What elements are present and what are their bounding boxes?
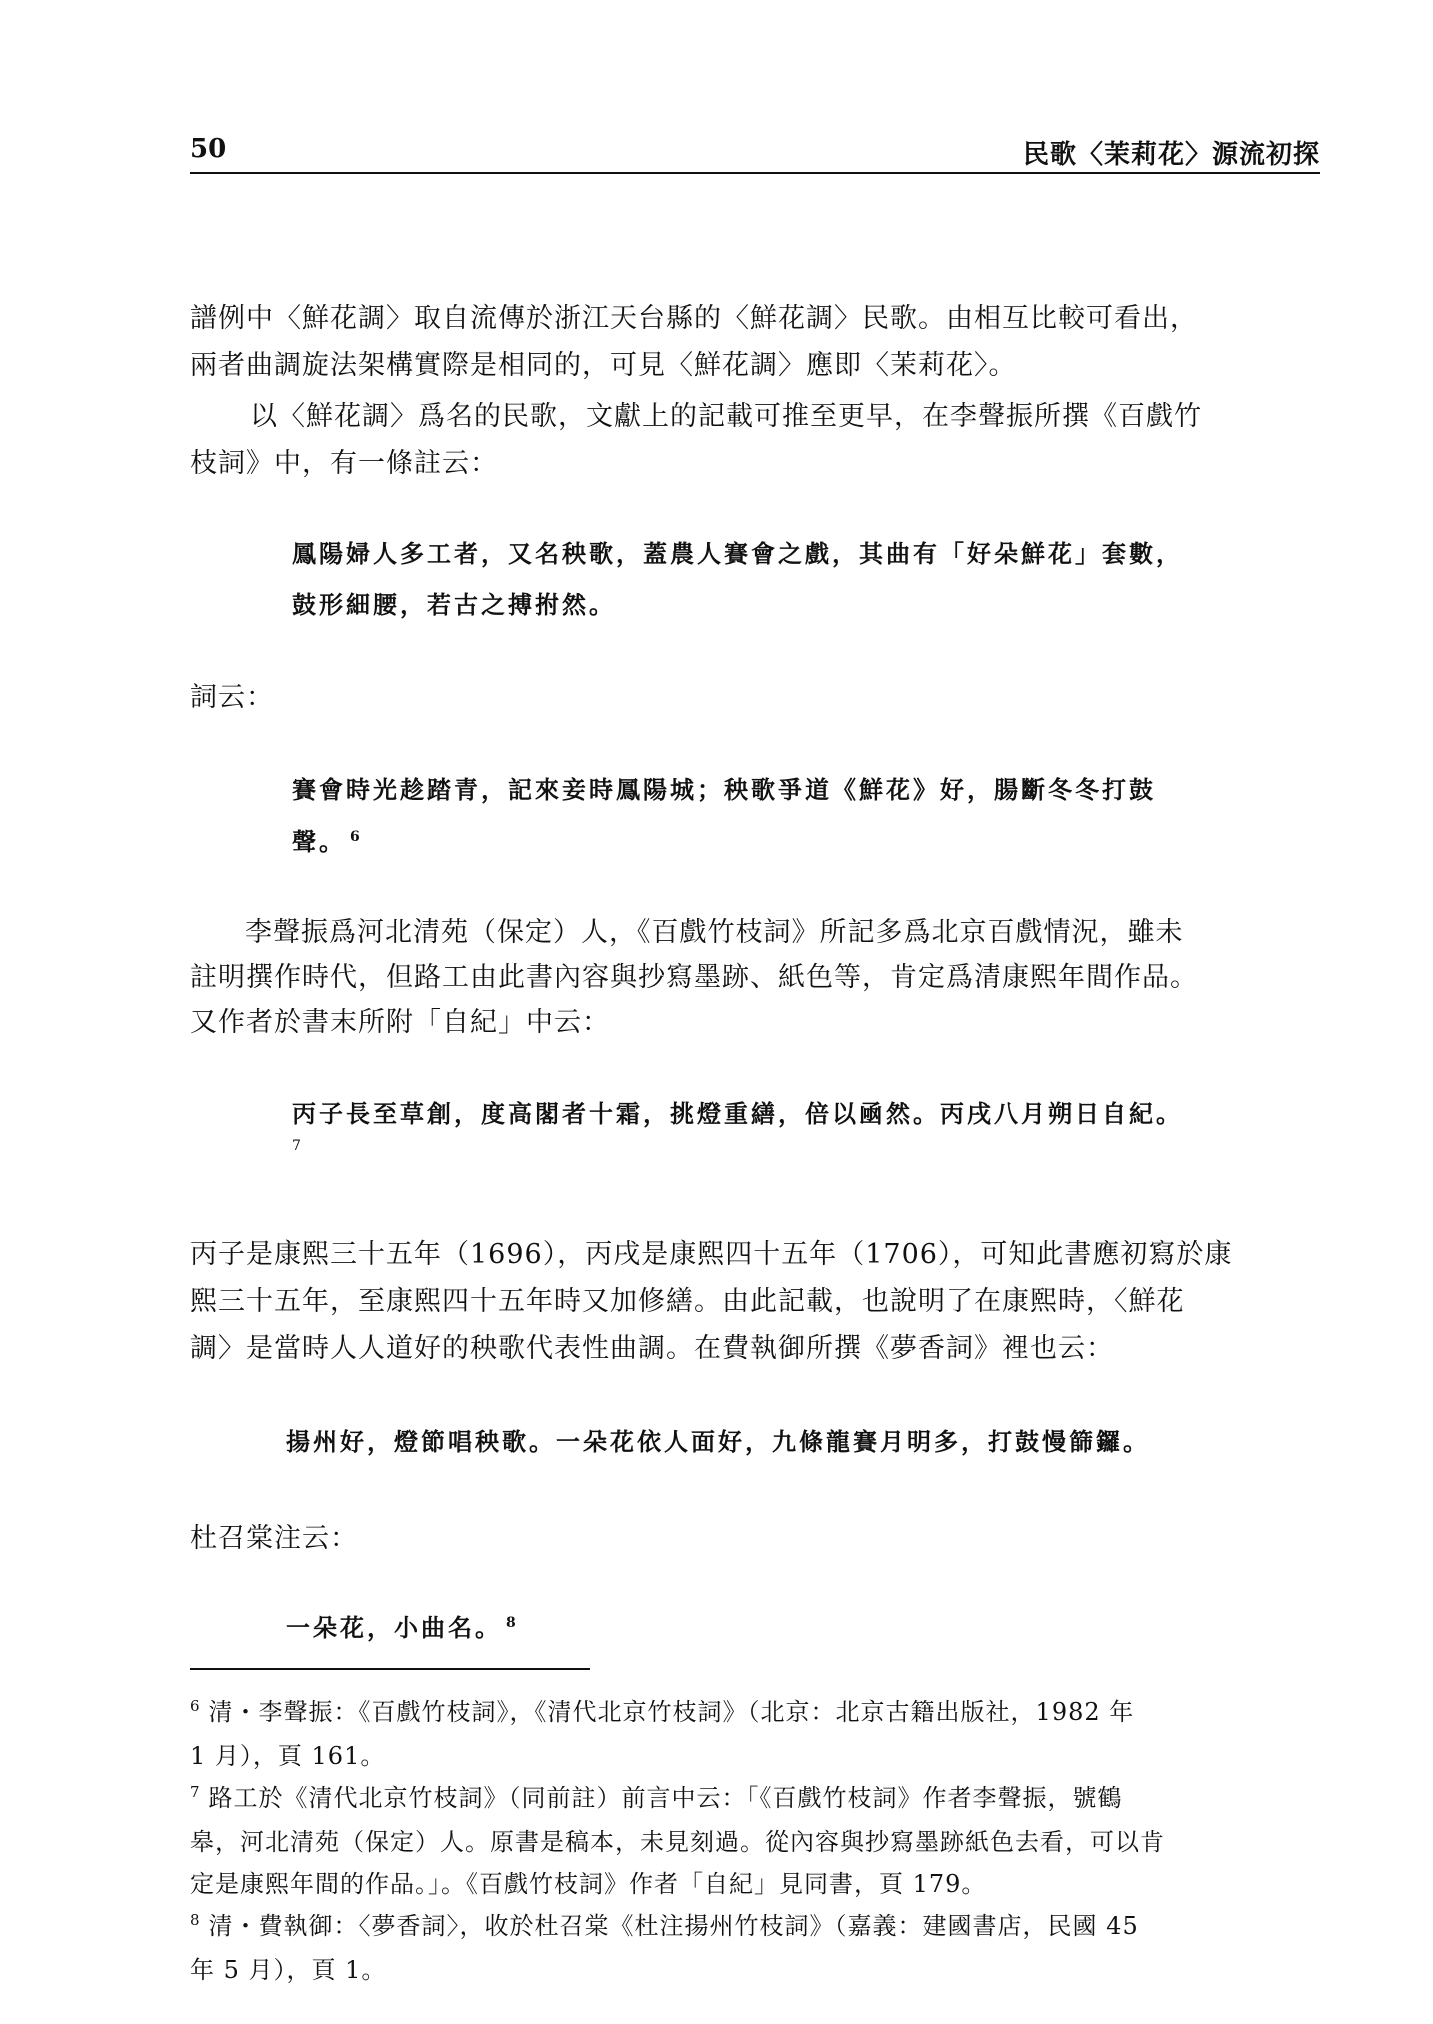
- block-quote-line: 賽會時光趁踏青，記來妾時鳳陽城；秧歌爭道《鮮花》好，腸斷冬冬打鼓: [292, 775, 1156, 804]
- page-header: [190, 130, 1320, 174]
- block-quote-line: 揚州好，燈節唱秧歌。一朵花依人面好，九條龍賽月明多，打鼓慢篩鑼。: [286, 1427, 1150, 1456]
- paragraph-line: 詞云：: [190, 682, 274, 713]
- footnote-number: 7: [190, 1783, 201, 1801]
- paragraph-line: 譜例中〈鮮花調〉取自流傳於浙江天台縣的〈鮮花調〉民歌。由相互比較可看出，: [190, 303, 1198, 334]
- footnote-ref: 6: [350, 829, 363, 845]
- footnote-text: 清・費執御：〈夢香詞〉，收於杜召棠《杜注揚州竹枝詞》（嘉義：建國書店，民國 45: [208, 1912, 1139, 1940]
- footnote-text: 路工於《清代北京竹枝詞》（同前註）前言中云：「《百戲竹枝詞》作者李聲振，號鶴: [208, 1784, 1123, 1812]
- footnote-8: [190, 1906, 1139, 1941]
- footnote-line: 定是康熙年間的作品。」。《百戲竹枝詞》作者「自紀」見同書，頁 179。: [190, 1870, 987, 1898]
- block-quote-line: 鼓形細腰，若古之搏拊然。: [292, 590, 616, 619]
- block-quote-line: 丙子長至草創，度高閣者十霜，挑燈重繕，倍以凾然。丙戌八月朔日自紀。: [292, 1099, 1183, 1128]
- block-quote-line: [286, 1608, 519, 1643]
- footnote-divider: [190, 1668, 590, 1670]
- paragraph-line: 註明撰作時代，但路工由此書內容與抄寫墨跡、紙色等，肯定爲清康熙年間作品。: [190, 962, 1198, 993]
- footnote-ref: 7: [292, 1138, 301, 1154]
- footnote-ref: 8: [506, 1615, 519, 1631]
- running-title: 民歌〈茉莉花〉源流初探: [1022, 140, 1320, 170]
- page-number: 50: [190, 134, 227, 164]
- footnote-line: 1 月），頁 161。: [190, 1742, 386, 1770]
- footnote-6: [190, 1692, 1134, 1727]
- paragraph-line: 以〈鮮花調〉爲名的民歌，文獻上的記載可推至更早，在李聲振所撰《百戲竹: [250, 401, 1202, 432]
- paragraph-line: 熙三十五年，至康熙四十五年時又加修繕。由此記載，也說明了在康熙時，〈鮮花: [190, 1286, 1185, 1317]
- paragraph-line: 又作者於書末所附「自紀」中云：: [190, 1007, 610, 1038]
- block-quote-line: [292, 822, 363, 857]
- footnote-number: 6: [190, 1697, 201, 1715]
- footnote-text: 清・李聲振：《百戲竹枝詞》，《清代北京竹枝詞》（北京：北京古籍出版社，1982 年: [208, 1698, 1135, 1726]
- footnote-line: 年 5 月），頁 1。: [190, 1956, 387, 1984]
- paragraph-line: 枝詞》中，有一條註云：: [190, 448, 498, 479]
- footnote-7: [190, 1778, 1123, 1813]
- quote-text: 一朵花，小曲名。: [286, 1613, 502, 1642]
- footnote-number: 8: [190, 1911, 201, 1929]
- block-quote-line: 鳳陽婦人多工者，又名秧歌，蓋農人賽會之戲，其曲有「好朵鮮花」套數，: [292, 539, 1183, 568]
- paragraph-line: 調〉是當時人人道好的秧歌代表性曲調。在費執御所撰《夢香詞》裡也云：: [190, 1333, 1114, 1364]
- footnote-line: 皋，河北清苑（保定）人。原書是稿本，未見刻過。從內容與抄寫墨跡紙色去看，可以肯: [190, 1828, 1165, 1856]
- quote-text: 聲。: [292, 827, 346, 856]
- paragraph-line: 兩者曲調旋法架構實際是相同的，可見〈鮮花調〉應即〈茉莉花〉。: [190, 350, 1017, 381]
- paragraph-line: 丙子是康熙三十五年（1696），丙戌是康熙四十五年（1706），可知此書應初寫於康: [190, 1239, 1233, 1270]
- paragraph-line: 李聲振爲河北清苑（保定）人，《百戲竹枝詞》所記多爲北京百戲情況，雖未: [245, 917, 1184, 948]
- paragraph-line: 杜召棠注云：: [190, 1523, 358, 1554]
